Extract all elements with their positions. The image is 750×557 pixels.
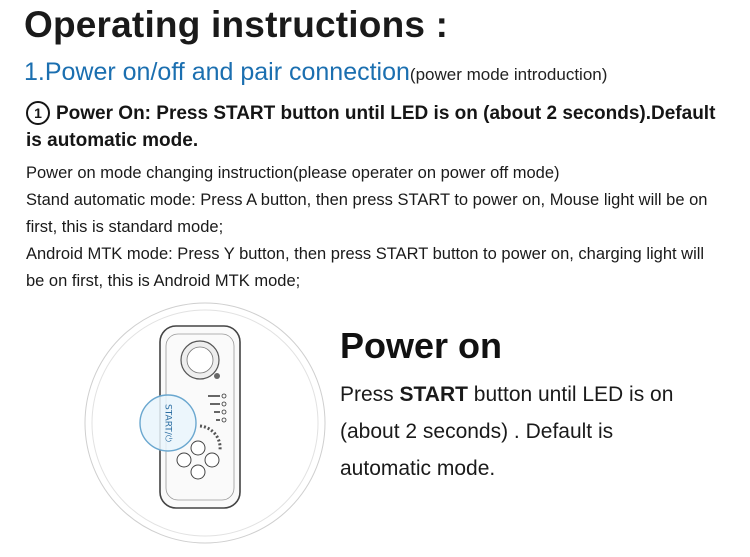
step-1	[26, 100, 716, 154]
desc-pre: Press	[340, 383, 400, 406]
paragraph-android-mode: Android MTK mode: Press Y button, then press START button to power on, charging light will be on first, this is Android MTK mode;	[26, 245, 705, 290]
section-heading	[24, 58, 607, 87]
power-on-heading: Power on	[340, 325, 503, 366]
step-number-badge: 1	[26, 101, 50, 125]
paragraph-mode-changing: Power on mode changing instruction(please operater on power off mode)	[26, 164, 560, 182]
controller-illustration	[80, 300, 330, 545]
page-title: Operating instructions :	[24, 4, 449, 45]
power-on-description	[340, 376, 680, 487]
instructions-body	[26, 160, 716, 295]
section-subtitle: (power mode introduction)	[409, 65, 608, 84]
joystick-cap-icon	[187, 347, 213, 373]
section-title: 1.Power on/off and pair connection	[24, 58, 410, 86]
paragraph-standard-mode: Stand automatic mode: Press A button, then press START to power on, Mouse light will be on first, this is standard mode;	[26, 191, 708, 236]
start-button-label: START/⏻	[162, 404, 173, 442]
desc-post: button until LED is on (about 2 seconds) . Default is automatic mode.	[340, 383, 674, 480]
step-1-text: Power On: Press START button until LED is on (about 2 seconds).Default is automatic mode.	[26, 103, 716, 151]
desc-bold-start: START	[399, 383, 468, 406]
small-button-icon	[214, 373, 220, 379]
